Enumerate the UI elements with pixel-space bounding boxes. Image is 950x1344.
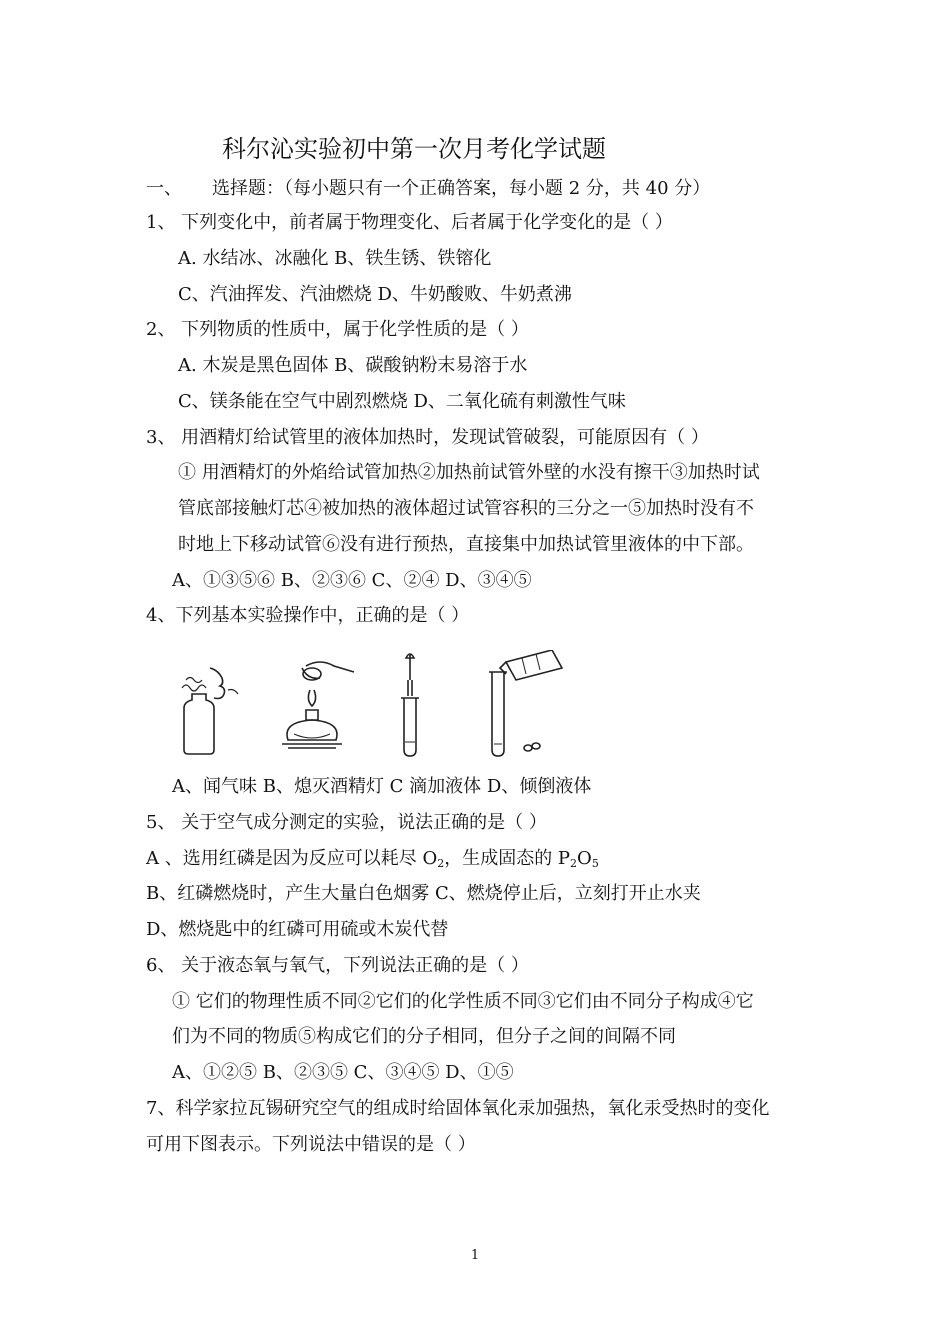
exam-title: 科尔沁实验初中第一次月考化学试题 [222, 135, 606, 163]
q5-option-a: A 、选用红磷是因为反应可以耗尽 $O_2$，生成固态的 $P_2O_5$ [146, 848, 599, 870]
q1-options-ab: A. 水结冰、冰融化 B、铁生锈、铁镕化 [178, 248, 492, 269]
q3-line-2: 管底部接触灯芯④被加热的液体超过试管容积的三分之一⑤加热时没有不 [178, 498, 754, 519]
q3-line-3: 时地上下移动试管⑥没有进行预热，直接集中加热试管里液体的中下部。 [178, 534, 754, 555]
pouring-bottle-illustration [489, 650, 562, 756]
q4-lab-operations-figure [170, 650, 590, 762]
q1-stem: 1、 下列变化中，前者属于物理变化、后者属于化学变化的是（ ） [146, 212, 673, 233]
q1-options-cd: C、汽油挥发、汽油燃烧 D、牛奶酸败、牛奶煮沸 [178, 284, 572, 305]
q3-stem: 3、 用酒精灯给试管里的液体加热时，发现试管破裂，可能原因有（ ） [146, 427, 709, 448]
q7-line-1: 7、科学家拉瓦锡研究空气的组成时给固体氧化汞加强热，氧化汞受热时的变化 [146, 1098, 770, 1119]
q6-stem: 6、 关于液态氧与氧气，下列说法正确的是（ ） [146, 955, 529, 976]
q3-line-1: ① 用酒精灯的外焰给试管加热②加热前试管外壁的水没有擦干③加热时试 [178, 462, 760, 483]
q4-options: A、闻气味 B、熄灭酒精灯 C 滴加液体 D、倾倒液体 [172, 776, 592, 797]
q3-options: A、①③⑤⑥ B、②③⑥ C、②④ D、③④⑤ [172, 570, 532, 591]
q7-line-2: 可用下图表示。下列说法中错误的是（ ） [146, 1134, 476, 1155]
q5-options-bc: B、红磷燃烧时，产生大量白色烟雾 C、燃烧停止后，立刻打开止水夹 [146, 883, 701, 904]
q2-stem: 2、 下列物质的性质中，属于化学性质的是（ ） [146, 319, 529, 340]
section-heading: 选择题：（每小题只有一个正确答案，每小题 2 分，共 40 分） [212, 178, 711, 199]
q5-stem: 5、 关于空气成分测定的实验，说法正确的是（ ） [146, 812, 547, 833]
section-number: 一、 [146, 178, 182, 199]
q6-options: A、①②⑤ B、②③⑤ C、③④⑤ D、①⑤ [172, 1062, 514, 1083]
q6-line-2: 们为不同的物质⑤构成它们的分子相同，但分子之间的间隔不同 [172, 1026, 676, 1047]
alcohol-lamp-illustration [282, 662, 354, 748]
q2-options-cd: C、镁条能在空气中剧烈燃烧 D、二氧化硫有刺激性气味 [178, 391, 626, 412]
q5-option-d: D、燃烧匙中的红磷可用硫或木炭代替 [146, 919, 449, 940]
page-number: 1 [470, 1248, 480, 1263]
q4-stem: 4、下列基本实验操作中，正确的是（ ） [146, 605, 470, 626]
q2-options-ab: A. 木炭是黑色固体 B、碳酸钠粉末易溶于水 [178, 355, 528, 376]
dropper-tube-illustration [401, 654, 419, 756]
smell-bottle-illustration [182, 668, 238, 754]
q6-line-1: ① 它们的物理性质不同②它们的化学性质不同③它们由不同分子构成④它 [172, 991, 754, 1012]
